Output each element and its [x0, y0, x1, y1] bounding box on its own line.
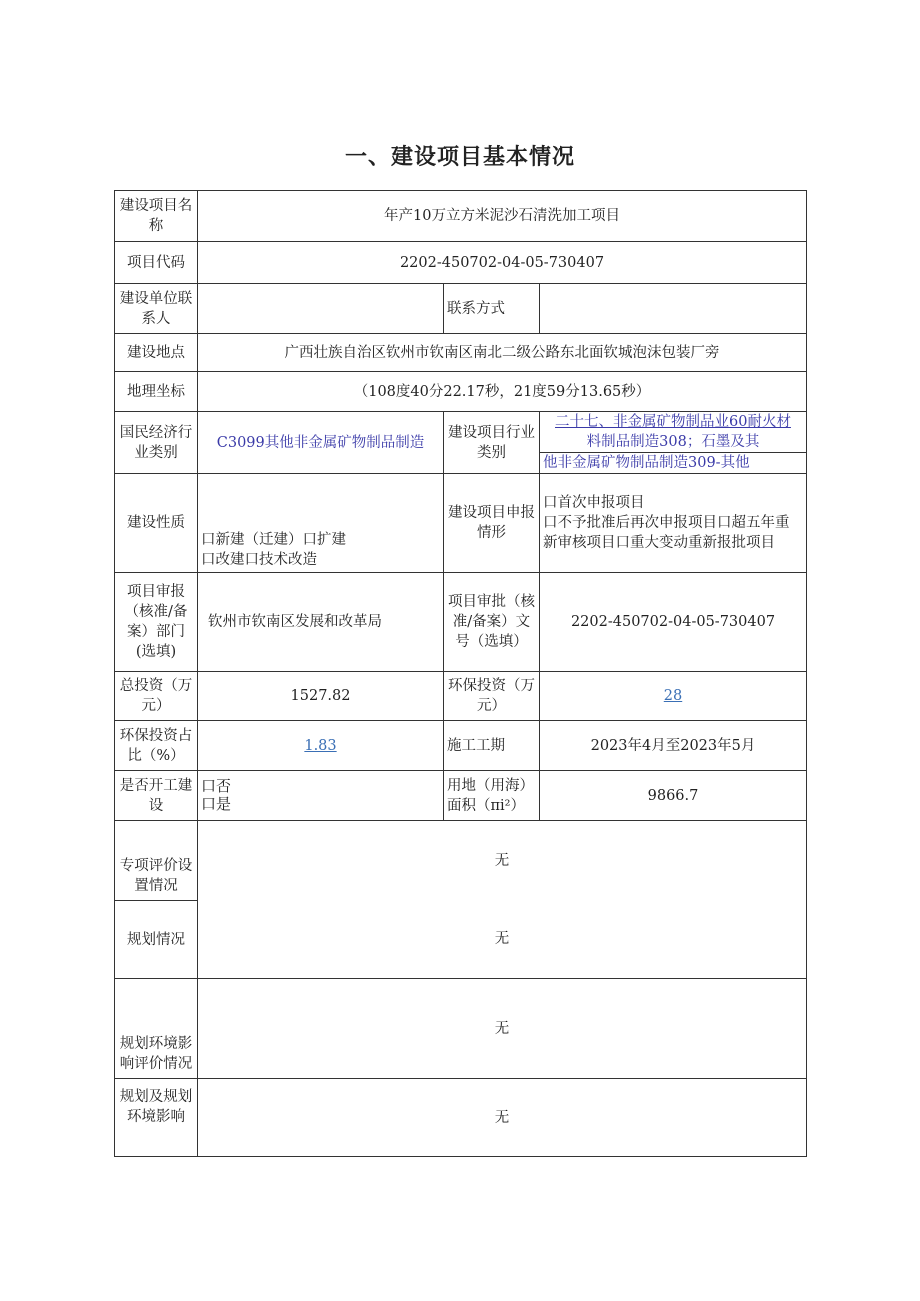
value-report-type: [540, 474, 807, 573]
label-nature: 建设性质: [115, 474, 198, 573]
row-env-ratio: [115, 721, 807, 771]
label-report-type: 建设项目申报情形: [444, 474, 540, 573]
value-planning: 无: [198, 901, 807, 979]
label-total-investment: 总投资（万元）: [115, 672, 198, 721]
label-construction-period: 施工工期: [444, 721, 540, 771]
value-contact-method: [540, 284, 807, 334]
value-started: [198, 771, 444, 821]
row-planning-compliance: [115, 1079, 807, 1157]
value-planning-env: 无: [198, 979, 807, 1079]
started-option-no: 口否: [201, 777, 232, 795]
row-project-code: [115, 242, 807, 284]
report-option-resubmit: 口不予批准后再次申报项目口超五年重: [543, 515, 790, 531]
project-industry-line3: 他非金属矿物制品制造309-其他: [540, 452, 806, 473]
value-project-name: 年产10万立方米泥沙石清洗加工项目: [198, 191, 807, 242]
value-industry: C3099其他非金属矿物制品制造: [198, 412, 444, 474]
value-location: 广西壮族自治区钦州市钦南区南北二级公路东北面钦城泡沫包装厂旁: [198, 334, 807, 372]
project-industry-line2: 料制品制造308；石墨及其: [586, 434, 760, 450]
env-ratio-link[interactable]: 1.83: [304, 737, 337, 754]
value-total-investment: 1527.82: [198, 672, 444, 721]
row-special: [115, 821, 807, 901]
label-coords: 地理坐标: [115, 372, 198, 412]
label-env-investment: 环保投资（万元）: [444, 672, 540, 721]
label-industry: 国民经济行业类别: [115, 412, 198, 474]
label-approval-dept: 项目审报（核准/备案）部门(选填): [115, 573, 198, 672]
value-special: 无: [198, 821, 807, 901]
label-contact: 建设单位联系人: [115, 284, 198, 334]
label-special: 专项评价设置情况: [115, 821, 198, 901]
value-coords: （108度40分22.17秒，21度59分13.65秒）: [198, 372, 807, 412]
project-info-table: [114, 190, 807, 1157]
value-env-investment: [540, 672, 807, 721]
row-approval: [115, 573, 807, 672]
report-option-reapprove: 新审核项目口重大变动重新报批项目: [543, 535, 775, 551]
label-project-code: 项目代码: [115, 242, 198, 284]
row-contact: [115, 284, 807, 334]
label-project-name: 建设项目名称: [115, 191, 198, 242]
label-location: 建设地点: [115, 334, 198, 372]
value-contact: [198, 284, 444, 334]
value-planning-compliance: 无: [198, 1079, 807, 1157]
value-env-ratio: [198, 721, 444, 771]
page-title: 一、建设项目基本情况: [344, 145, 575, 170]
nature-option-rebuild: 口改建口技术改造: [201, 552, 317, 568]
project-industry-line1: 二十七、非金属矿物制品业60耐火材: [555, 414, 791, 430]
value-project-code: 2202-450702-04-05-730407: [198, 242, 807, 284]
label-contact-method: 联系方式: [444, 284, 540, 334]
value-approval-dept: 钦州市钦南区发展和改革局: [198, 573, 444, 672]
label-planning-compliance: 规划及规划环境影响: [115, 1079, 198, 1157]
row-location: [115, 334, 807, 372]
row-nature: [115, 474, 807, 573]
env-investment-link[interactable]: 28: [663, 688, 683, 704]
value-nature: [198, 474, 444, 573]
row-started: [115, 771, 807, 821]
label-planning-env: 规划环境影响评价情况: [115, 979, 198, 1079]
value-land-area: 9866.7: [540, 771, 807, 821]
label-env-ratio: 环保投资占比（%）: [115, 721, 198, 771]
row-planning: [115, 901, 807, 979]
label-project-industry: 建设项目行业类别: [444, 412, 540, 474]
value-construction-period: 2023年4月至2023年5月: [540, 721, 807, 771]
row-coords: [115, 372, 807, 412]
row-investment: [115, 672, 807, 721]
label-approval-doc: 项目审批（核准/备案）文号（选填）: [444, 573, 540, 672]
label-planning: 规划情况: [115, 901, 198, 979]
nature-option-new: 口新建（迁建）口扩建: [201, 532, 346, 548]
value-approval-doc: 2202-450702-04-05-730407: [540, 573, 807, 672]
label-land-area: 用地（用海）面积（πi²）: [444, 771, 540, 821]
started-option-yes: 口是: [201, 795, 232, 813]
row-project-name: [115, 191, 807, 242]
row-industry: [115, 412, 807, 474]
report-option-first: 口首次申报项目: [543, 495, 645, 511]
label-started: 是否开工建设: [115, 771, 198, 821]
value-project-industry: [540, 412, 807, 474]
row-planning-env: [115, 979, 807, 1079]
